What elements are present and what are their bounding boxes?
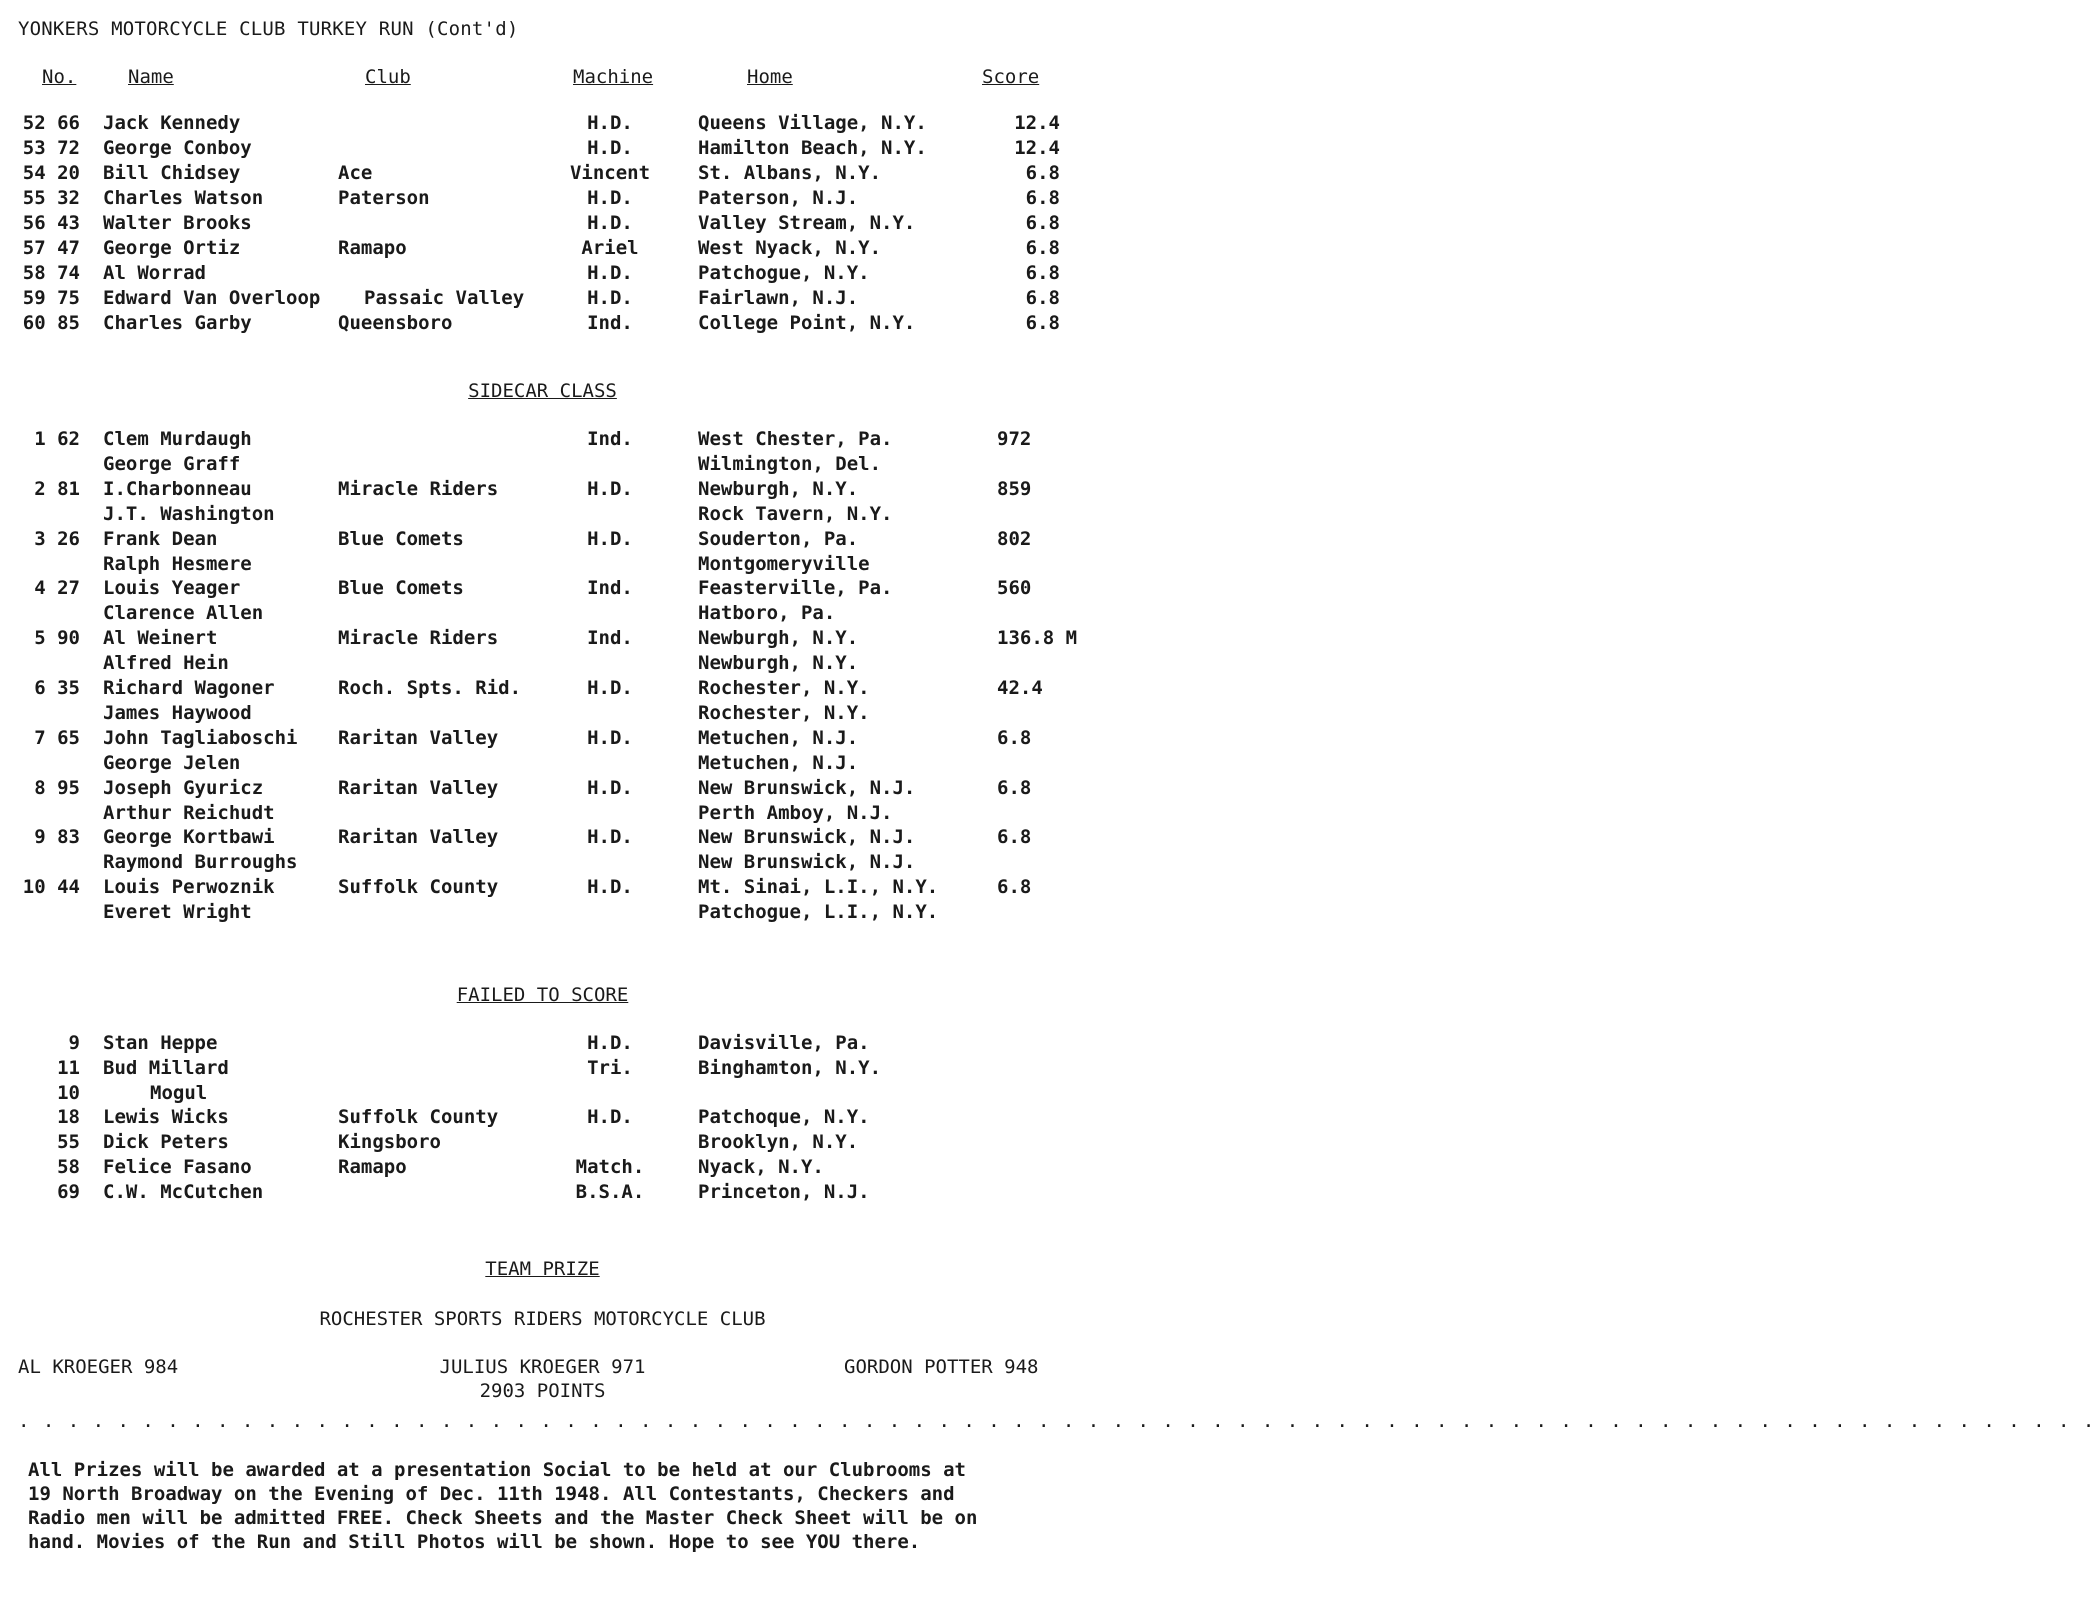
entry-name: George Ortiz bbox=[103, 237, 241, 259]
entry-no: 55 bbox=[57, 1131, 80, 1154]
entry-row bbox=[0, 162, 1117, 187]
entry-club: Ace bbox=[338, 162, 373, 184]
entry-home-passenger: Newburgh, N.Y. bbox=[698, 652, 859, 675]
entry-no: 58 bbox=[57, 1156, 80, 1178]
entry-no: 7 65 bbox=[34, 726, 80, 749]
entry-name: Mogul bbox=[150, 1081, 208, 1104]
entry-machine: B.S.A. bbox=[575, 1180, 645, 1203]
entry-no: 6 35 bbox=[34, 677, 80, 699]
entry-home: Binghamton, N.Y. bbox=[698, 1056, 882, 1079]
section-title-sidecar: SIDECAR CLASS bbox=[468, 380, 617, 402]
entry-home: Metuchen, N.J. bbox=[698, 726, 859, 749]
entry-row bbox=[0, 212, 1117, 237]
entry-name: Charles Watson bbox=[103, 187, 264, 209]
entry-home: West Chester, Pa. bbox=[698, 428, 893, 450]
entry-home-passenger: Rock Tavern, N.Y. bbox=[698, 502, 893, 525]
entry-home: College Point, N.Y. bbox=[698, 312, 916, 334]
entry-club: Raritan Valley bbox=[338, 826, 499, 849]
entry-name: Stan Heppe bbox=[103, 1032, 218, 1054]
entry-score: 6.8 bbox=[1025, 187, 1060, 209]
entry-club: Blue Comets bbox=[338, 527, 464, 550]
entry-machine: Ariel bbox=[581, 237, 639, 259]
entry-name-passenger: Arthur Reichudt bbox=[103, 801, 275, 824]
sidecar-entry-row-second bbox=[0, 752, 1117, 777]
entry-row bbox=[0, 287, 1117, 312]
sidecar-entry-row bbox=[0, 727, 1117, 752]
failed-entry-row bbox=[0, 1082, 1117, 1107]
section-title-failed: FAILED TO SCORE bbox=[456, 984, 629, 1006]
entry-home: Mt. Sinai, L.I., N.Y. bbox=[698, 876, 939, 899]
entry-name-passenger: Alfred Hein bbox=[103, 652, 229, 675]
entry-machine: Vincent bbox=[569, 162, 651, 184]
entry-no: 58 74 bbox=[22, 262, 80, 284]
team-member-left: AL KROEGER 984 bbox=[18, 1356, 179, 1378]
sidecar-entry-row-second bbox=[0, 702, 1117, 727]
sidecar-entry-row bbox=[0, 677, 1117, 702]
sidecar-entry-row-second bbox=[0, 652, 1117, 677]
entry-score: 859 bbox=[997, 477, 1032, 500]
entry-no: 2 81 bbox=[34, 477, 80, 500]
entry-machine: H.D. bbox=[587, 112, 633, 134]
entry-score: 802 bbox=[997, 527, 1032, 550]
entry-home: Hamilton Beach, N.Y. bbox=[698, 137, 927, 159]
entry-club: Queensboro bbox=[338, 312, 453, 334]
entry-name: Dick Peters bbox=[103, 1131, 229, 1154]
entry-home-passenger: Rochester, N.Y. bbox=[698, 702, 870, 724]
entry-no: 52 66 bbox=[22, 112, 80, 134]
entry-score: 6.8 bbox=[997, 776, 1032, 799]
sidecar-entry-row-second bbox=[0, 553, 1117, 578]
entry-machine: H.D. bbox=[587, 677, 633, 699]
entry-name-passenger: George Jelen bbox=[103, 751, 241, 774]
entry-name: Felice Fasano bbox=[103, 1156, 252, 1178]
entry-name: Joseph Gyuricz bbox=[103, 776, 264, 799]
entry-name: Richard Wagoner bbox=[103, 677, 275, 699]
entry-home: Feasterville, Pa. bbox=[698, 577, 893, 600]
entry-row bbox=[0, 137, 1117, 162]
entry-score: 12.4 bbox=[1014, 137, 1060, 159]
entry-score: 12.4 bbox=[1014, 112, 1060, 134]
header-home: Home bbox=[747, 66, 793, 88]
sidecar-entry-row bbox=[0, 627, 1117, 652]
entry-name: Frank Dean bbox=[103, 527, 218, 550]
entry-no: 9 bbox=[68, 1032, 80, 1054]
header-no: No. bbox=[42, 66, 77, 88]
entry-name: I.Charbonneau bbox=[103, 477, 252, 500]
failed-entry-row bbox=[0, 1156, 1117, 1181]
entry-machine: Tri. bbox=[587, 1056, 633, 1079]
entry-club: Suffolk County bbox=[338, 1106, 499, 1129]
notice-line: Radio men will be admitted FREE. Check Sheets and the Master Check Sheet will be on bbox=[28, 1507, 978, 1529]
entry-club: Passaic Valley bbox=[364, 287, 525, 309]
header-club: Club bbox=[365, 66, 411, 88]
entry-name: Al Weinert bbox=[103, 627, 218, 650]
entry-machine: H.D. bbox=[587, 876, 633, 899]
entry-row bbox=[0, 112, 1117, 137]
entry-home: Davisville, Pa. bbox=[698, 1032, 870, 1054]
entry-no: 9 83 bbox=[34, 826, 80, 849]
entry-name-passenger: James Haywood bbox=[103, 702, 252, 724]
entry-machine: H.D. bbox=[587, 726, 633, 749]
failed-entry-row bbox=[0, 1057, 1117, 1082]
document-title: YONKERS MOTORCYCLE CLUB TURKEY RUN (Cont'd) bbox=[18, 18, 519, 40]
entry-row bbox=[0, 312, 1117, 337]
entry-home-passenger: Hatboro, Pa. bbox=[698, 602, 836, 625]
entry-home: West Nyack, N.Y. bbox=[698, 237, 882, 259]
entry-name: Bud Millard bbox=[103, 1056, 229, 1079]
team-club-name: ROCHESTER SPORTS RIDERS MOTORCYCLE CLUB bbox=[319, 1308, 766, 1330]
entry-name-passenger: Everet Wright bbox=[103, 901, 252, 924]
sidecar-entry-row bbox=[0, 577, 1117, 602]
entry-no: 3 26 bbox=[34, 527, 80, 550]
entry-row bbox=[0, 262, 1117, 287]
entry-home: Patchogue, N.Y. bbox=[698, 262, 870, 284]
entry-home: Queens Village, N.Y. bbox=[698, 112, 927, 134]
entry-home-passenger: New Brunswick, N.J. bbox=[698, 851, 916, 874]
failed-entry-row bbox=[0, 1181, 1117, 1206]
entry-no: 53 72 bbox=[22, 137, 80, 159]
sidecar-entry-row-second bbox=[0, 901, 1117, 926]
entry-no: 8 95 bbox=[34, 776, 80, 799]
entry-score: 560 bbox=[997, 577, 1032, 600]
entry-no: 69 bbox=[57, 1180, 80, 1203]
entry-name: Al Worrad bbox=[103, 262, 206, 284]
entry-club: Paterson bbox=[338, 187, 430, 209]
entry-name-passenger: J.T. Washington bbox=[103, 502, 275, 525]
entry-score: 136.8 M bbox=[997, 627, 1078, 650]
header-name: Name bbox=[128, 66, 174, 88]
entry-home-passenger: Patchogue, L.I., N.Y. bbox=[698, 901, 939, 924]
sidecar-entry-row bbox=[0, 826, 1117, 851]
entry-name-passenger: Raymond Burroughs bbox=[103, 851, 298, 874]
entry-home-passenger: Wilmington, Del. bbox=[698, 453, 882, 475]
entry-score: 6.8 bbox=[1025, 237, 1060, 259]
entry-no: 60 85 bbox=[22, 312, 80, 334]
entry-name: George Conboy bbox=[103, 137, 252, 159]
sidecar-entry-row-second bbox=[0, 802, 1117, 827]
entry-machine: H.D. bbox=[587, 287, 633, 309]
entry-score: 6.8 bbox=[1025, 162, 1060, 184]
entry-club: Raritan Valley bbox=[338, 726, 499, 749]
prize-notice bbox=[28, 1458, 1088, 1554]
sidecar-entry-row bbox=[0, 478, 1117, 503]
entry-machine: H.D. bbox=[587, 212, 633, 234]
entry-name: Edward Van Overloop bbox=[103, 287, 321, 309]
entry-no: 10 44 bbox=[22, 876, 80, 899]
entry-score: 42.4 bbox=[997, 677, 1043, 699]
entry-home: Nyack, N.Y. bbox=[698, 1156, 824, 1178]
sidecar-entry-row-second bbox=[0, 602, 1117, 627]
entry-name: Louis Perwoznik bbox=[103, 876, 275, 899]
entry-score: 6.8 bbox=[1025, 262, 1060, 284]
entry-no: 55 32 bbox=[22, 187, 80, 209]
entry-club: Ramapo bbox=[338, 237, 407, 259]
entry-home: Princeton, N.J. bbox=[698, 1180, 870, 1203]
entry-club: Blue Comets bbox=[338, 577, 464, 600]
entry-no: 11 bbox=[57, 1056, 80, 1079]
entry-score: 6.8 bbox=[997, 726, 1032, 749]
entry-no: 4 27 bbox=[34, 577, 80, 600]
entry-machine: H.D. bbox=[587, 776, 633, 799]
entry-club: Suffolk County bbox=[338, 876, 499, 899]
entry-machine: H.D. bbox=[587, 262, 633, 284]
entry-no: 1 62 bbox=[34, 428, 80, 450]
dotted-divider: . . . . . . . . . . . . . . . . . . . . . . . . . . . . . . . . . . . . . . . . . . . . . . . . . . . . . . . . . . . . . . . . . . . . . . . . . . . . . . . . . . . . bbox=[18, 1410, 2095, 1432]
entry-club: Miracle Riders bbox=[338, 477, 499, 500]
entry-home: Souderton, Pa. bbox=[698, 527, 859, 550]
sidecar-entry-row-second bbox=[0, 453, 1117, 478]
entry-name: George Kortbawi bbox=[103, 826, 275, 849]
entry-home-passenger: Perth Amboy, N.J. bbox=[698, 801, 893, 824]
entry-machine: Ind. bbox=[587, 428, 633, 450]
notice-line: All Prizes will be awarded at a presentation Social to be held at our Clubrooms at bbox=[28, 1459, 966, 1481]
entry-home: New Brunswick, N.J. bbox=[698, 826, 916, 849]
entry-name: Clem Murdaugh bbox=[103, 428, 252, 450]
entry-club: Raritan Valley bbox=[338, 776, 499, 799]
entry-home: Newburgh, N.Y. bbox=[698, 627, 859, 650]
header-score: Score bbox=[982, 66, 1040, 88]
team-member-right: GORDON POTTER 948 bbox=[844, 1356, 1039, 1378]
header-machine: Machine bbox=[573, 66, 654, 88]
notice-line: hand. Movies of the Run and Still Photos will be shown. Hope to see YOU there. bbox=[28, 1531, 921, 1553]
entry-machine: H.D. bbox=[587, 477, 633, 500]
entry-home: New Brunswick, N.J. bbox=[698, 776, 916, 799]
entry-score: 972 bbox=[997, 428, 1032, 450]
entry-machine: H.D. bbox=[587, 187, 633, 209]
team-member-middle: JULIUS KROEGER 971 bbox=[439, 1356, 646, 1378]
entry-score: 6.8 bbox=[1025, 287, 1060, 309]
failed-entry-row bbox=[0, 1032, 1117, 1057]
entry-home-passenger: Metuchen, N.J. bbox=[698, 751, 859, 774]
entry-machine: Ind. bbox=[587, 577, 633, 600]
entry-home: Fairlawn, N.J. bbox=[698, 287, 859, 309]
entry-name: Jack Kennedy bbox=[103, 112, 241, 134]
entry-no: 18 bbox=[57, 1106, 80, 1129]
entry-club: Ramapo bbox=[338, 1156, 407, 1178]
entry-score: 6.8 bbox=[997, 876, 1032, 899]
sidecar-entry-row bbox=[0, 876, 1117, 901]
entry-name: Lewis Wicks bbox=[103, 1106, 229, 1129]
entry-name: Bill Chidsey bbox=[103, 162, 241, 184]
entry-score: 6.8 bbox=[1025, 312, 1060, 334]
entry-name: Charles Garby bbox=[103, 312, 252, 334]
entry-name-passenger: George Graff bbox=[103, 453, 241, 475]
entry-club: Kingsboro bbox=[338, 1131, 441, 1154]
entry-machine: H.D. bbox=[587, 1106, 633, 1129]
entry-row bbox=[0, 237, 1117, 262]
entry-home: Patchoque, N.Y. bbox=[698, 1106, 870, 1129]
entry-machine: Match. bbox=[575, 1156, 645, 1178]
entry-name-passenger: Clarence Allen bbox=[103, 602, 264, 625]
entry-no: 54 20 bbox=[22, 162, 80, 184]
entry-no: 5 90 bbox=[34, 627, 80, 650]
notice-line: 19 North Broadway on the Evening of Dec. 11th 1948. All Contestants, Checkers and bbox=[28, 1483, 955, 1505]
entry-machine: Ind. bbox=[587, 312, 633, 334]
entry-machine: H.D. bbox=[587, 826, 633, 849]
entry-home: Paterson, N.J. bbox=[698, 187, 859, 209]
failed-entry-row bbox=[0, 1106, 1117, 1131]
entry-club: Roch. Spts. Rid. bbox=[338, 677, 522, 699]
entry-no: 10 bbox=[57, 1081, 80, 1104]
team-total-points: 2903 POINTS bbox=[479, 1380, 606, 1402]
entry-home: Brooklyn, N.Y. bbox=[698, 1131, 859, 1154]
entry-name: C.W. McCutchen bbox=[103, 1180, 264, 1203]
entry-home: St. Albans, N.Y. bbox=[698, 162, 882, 184]
entry-club: Miracle Riders bbox=[338, 627, 499, 650]
entry-machine: H.D. bbox=[587, 527, 633, 550]
sidecar-entry-row-second bbox=[0, 851, 1117, 876]
entry-no: 59 75 bbox=[22, 287, 80, 309]
entry-name: Louis Yeager bbox=[103, 577, 241, 600]
entry-home: Rochester, N.Y. bbox=[698, 677, 870, 699]
entry-name: John Tagliaboschi bbox=[103, 726, 298, 749]
entry-score: 6.8 bbox=[1025, 212, 1060, 234]
entry-machine: H.D. bbox=[587, 1032, 633, 1054]
entry-machine: Ind. bbox=[587, 627, 633, 650]
entry-score: 6.8 bbox=[997, 826, 1032, 849]
entry-home: Valley Stream, N.Y. bbox=[698, 212, 916, 234]
section-title-team: TEAM PRIZE bbox=[485, 1258, 600, 1280]
entry-machine: H.D. bbox=[587, 137, 633, 159]
sidecar-entry-row bbox=[0, 428, 1117, 453]
entry-no: 57 47 bbox=[22, 237, 80, 259]
sidecar-entry-row bbox=[0, 528, 1117, 553]
sidecar-entry-row-second bbox=[0, 503, 1117, 528]
entry-home-passenger: Montgomeryville bbox=[698, 552, 870, 575]
entry-name: Walter Brooks bbox=[103, 212, 252, 234]
entry-home: Newburgh, N.Y. bbox=[698, 477, 859, 500]
entry-no: 56 43 bbox=[22, 212, 80, 234]
entry-name-passenger: Ralph Hesmere bbox=[103, 552, 252, 575]
sidecar-entry-row bbox=[0, 777, 1117, 802]
entry-row bbox=[0, 187, 1117, 212]
failed-entry-row bbox=[0, 1131, 1117, 1156]
